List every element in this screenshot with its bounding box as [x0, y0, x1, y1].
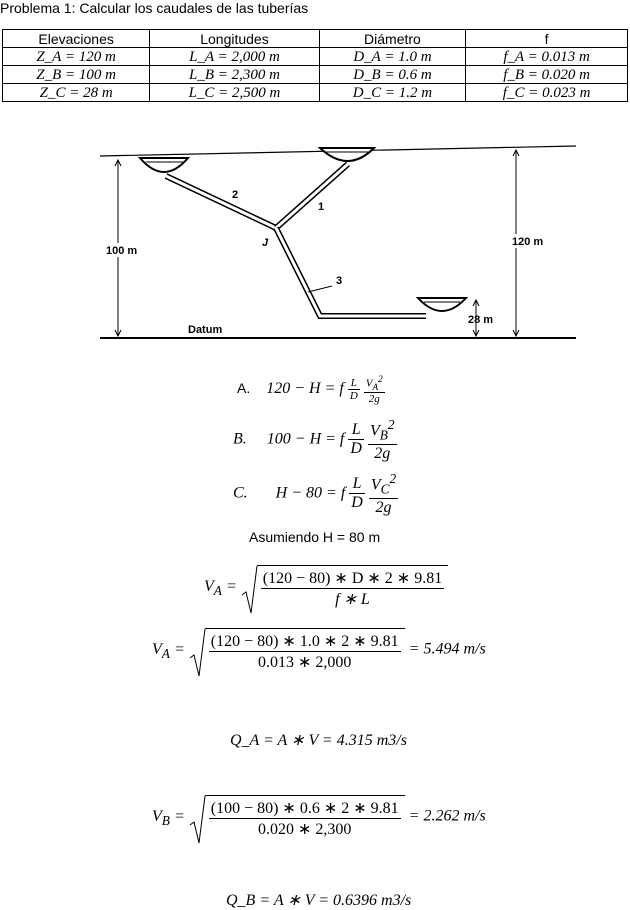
pipe-1-label: 1 — [318, 201, 325, 213]
reservoir-a — [320, 148, 374, 161]
table-cell: L_B = 2,300 m — [150, 66, 319, 84]
qb-equation: Q_B = A ∗ V = 0.6396 m3/s — [226, 892, 412, 909]
header-cell: Elevaciones — [3, 30, 150, 48]
table-cell: Z_B = 100 m — [3, 66, 150, 84]
pipe-3-label: 3 — [336, 275, 343, 287]
table-cell: L_A = 2,000 m — [150, 48, 319, 66]
table-cell: f_A = 0.013 m — [466, 48, 628, 66]
height-100-label: 100 m — [106, 245, 138, 257]
datum-label: Datum — [188, 324, 223, 336]
equation-c: C. H − 80 = f $\frac{L}{D}$ $\frac{V_C^2}{2g}$ — [233, 471, 397, 516]
equation-a: A. 120 − H = f $\frac{L}{D}$ $\frac{V_A^2}{2g}$ — [237, 374, 383, 405]
va-numeric-equation: $V_A$ = $\frac{(120 - 80) ∗ 1.0 ∗ 2 ∗ 9.81}{0.013 ∗ 2,000}$ = 5.494 m/s — [152, 628, 486, 672]
table-header-row — [3, 30, 628, 48]
qa-equation: Q_A = A ∗ V = 4.315 m3/s — [230, 732, 407, 749]
table-cell: Z_C = 28 m — [3, 84, 150, 102]
table-cell: D_A = 1.0 m — [319, 48, 466, 66]
reservoir-b — [140, 158, 188, 172]
header-cell: f — [466, 30, 628, 48]
data-table — [2, 29, 628, 102]
table-row — [3, 66, 628, 84]
table-cell: D_B = 0.6 m — [319, 66, 466, 84]
table-cell: L_C = 2,500 m — [150, 84, 319, 102]
table-cell: D_C = 1.2 m — [319, 84, 466, 102]
header-cell: Diámetro — [319, 30, 466, 48]
table-cell: Z_A = 120 m — [3, 48, 150, 66]
height-120-label: 120 m — [512, 236, 544, 248]
vb-numeric-equation: $V_B$ = $\frac{(100 - 80) ∗ 0.6 ∗ 2 ∗ 9.81}{0.020 ∗ 2,300}$ = 2.262 m/s — [152, 795, 486, 839]
reservoir-diagram — [96, 138, 580, 348]
reservoir-c — [418, 298, 466, 311]
pipe-2-label: 2 — [232, 189, 239, 201]
header-cell: Longitudes — [150, 30, 319, 48]
equation-b: B. 100 − H = f $\frac{L}{D}$ $\frac{V_B^2}{2g}$ — [233, 417, 395, 462]
assumption-text: Asumiendo H = 80 m — [249, 529, 381, 545]
junction-label: J — [262, 237, 269, 249]
table-cell: f_B = 0.020 m — [466, 66, 628, 84]
table-row — [3, 48, 628, 66]
height-28-label: 28 m — [468, 314, 494, 326]
va-general-equation: $V_A$ = $\frac{(120 - 80) ∗ D ∗ 2 ∗ 9.81}{f ∗ L}$ — [204, 565, 448, 609]
table-row — [3, 84, 628, 102]
problem-title: Problema 1: Calcular los caudales de las tuberías — [0, 0, 309, 16]
table-cell: f_C = 0.023 m — [466, 84, 628, 102]
